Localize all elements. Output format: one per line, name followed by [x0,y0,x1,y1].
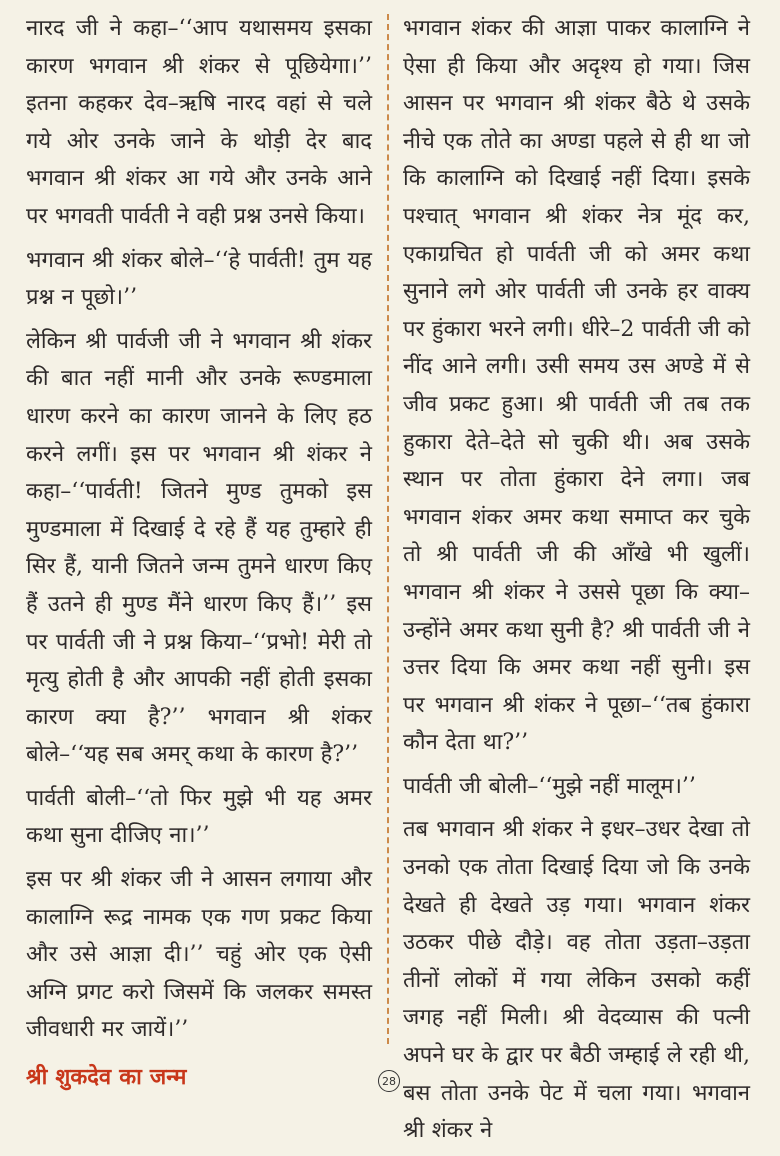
page-number: 28 [378,1070,400,1092]
left-column [26,10,372,1103]
section-heading: श्री शुकदेव का जन्म [26,1064,187,1091]
paragraph: नारद जी ने कहा–‘‘आप यथासमय इसका कारण भगवान श्री शंकर से पूछियेगा।’’ इतना कहकर देव–ऋषि नारद वहां से चले गये ओर उनके जाने के थोड़ी देर बाद भगवान श्री शंकर आ गये और उनके आने पर भगवती पार्वती ने वही प्रश्न उनसे किया। [26,16,372,229]
paragraph: तब भगवान श्री शंकर ने इधर–उधर देखा तो उनको एक तोता दिखाई दिया जो कि उनके देखते ही देखते उड़ गया। भगवान शंकर उठकर पीछे दौड़े। वह तोता उड़ता–उड़ता तीनों लोकों में गया लेकिन उसको कहीं जगह नहीं मिली। श्री वेदव्यास की पत्नी अपने घर के द्वार पर बैठी जम्हाई ले रही थी, बस तोता उनके पेट में चला गया। भगवान श्री शंकर ने [403,817,750,1144]
paragraph: लेकिन श्री पार्वजी जी ने भगवान श्री शंकर की बात नहीं मानी और उनके रूण्डमाला धारण करने का कारण जानने के लिए हठ करने लगीं। इस पर भगवान श्री शंकर ने कहा–‘‘पार्वती! जितने मुण्ड तुमको इस मुण्डमाला में दिखाई दे रहे हैं यह तुम्हारे ही सिर हैं, यानी जितने जन्म तुमने धारण किए हैं उतने ही मुण्ड मैंने धारण किए हैं।’’ इस पर पार्वती जी ने प्रश्न किया–‘‘प्रभो! मेरी तो मृत्यु होती है और आपकी नहीं होती इसका कारण क्या है?’’ भगवान श्री शंकर बोले–‘‘यह सब अमर् कथा के कारण है?’’ [26,328,372,768]
paragraph: पार्वती जी बोली–‘‘मुझे नहीं मालूम।’’ [403,773,696,799]
paragraph: भगवान श्री शंकर बोले–‘‘हे पार्वती! तुम यह प्रश्न न पूछो।’’ [26,247,372,311]
paragraph: भगवान शंकर की आज्ञा पाकर कालाग्नि ने ऐसा ही किया और अदृश्य हो गया। जिस आसन पर भगवान श्री शंकर बैठे थे उसके नीचे एक तोते का अण्डा पहले से ही था जो कि कालाग्नि को दिखाई नहीं दिया। इसके पश्चात् भगवान श्री शंकर नेत्र मूंद कर, एकाग्रचित हो पार्वती जी को अमर कथा सुनाने लगे ओर पार्वती जी उनके हर वाक्य पर हुंकारा भरने लगी। धीरे–2 पार्वती जी को नींद आने लगी। उसी समय उस अण्डे में से जीव प्रकट हुआ। श्री पार्वती जी तब तक हुकारा देते–देते सो चुकी थी। अब उसके स्थान पर तोता हुंकारा देने लगा। जब भगवान शंकर अमर कथा समाप्त कर चुके तो श्री पार्वती जी की आँखे भी खुलीं। भगवान श्री शंकर ने उससे पूछा कि क्या–उन्होंने अमर कथा सुनी है? श्री पार्वती जी ने उत्तर दिया कि अमर कथा नहीं सुनी। इस पर भगवान श्री शंकर ने पूछा–‘‘तब हुंकारा कौन देता था?’’ [403,16,751,756]
right-column [403,10,750,1156]
paragraph: इस पर श्री शंकर जी ने आसन लगाया और कालाग्नि रूद्र नामक एक गण प्रकट किया और उसे आज्ञा दी।’’ चहुं ओर एक ऐसी अग्नि प्रगट करो जिसमें कि जलकर समस्त जीवधारी मर जायें।’’ [26,867,372,1043]
paragraph: पार्वती बोली–‘‘तो फिर मुझे भी यह अमर कथा सुना दीजिए ना।’’ [26,785,372,849]
column-divider [387,14,389,1044]
